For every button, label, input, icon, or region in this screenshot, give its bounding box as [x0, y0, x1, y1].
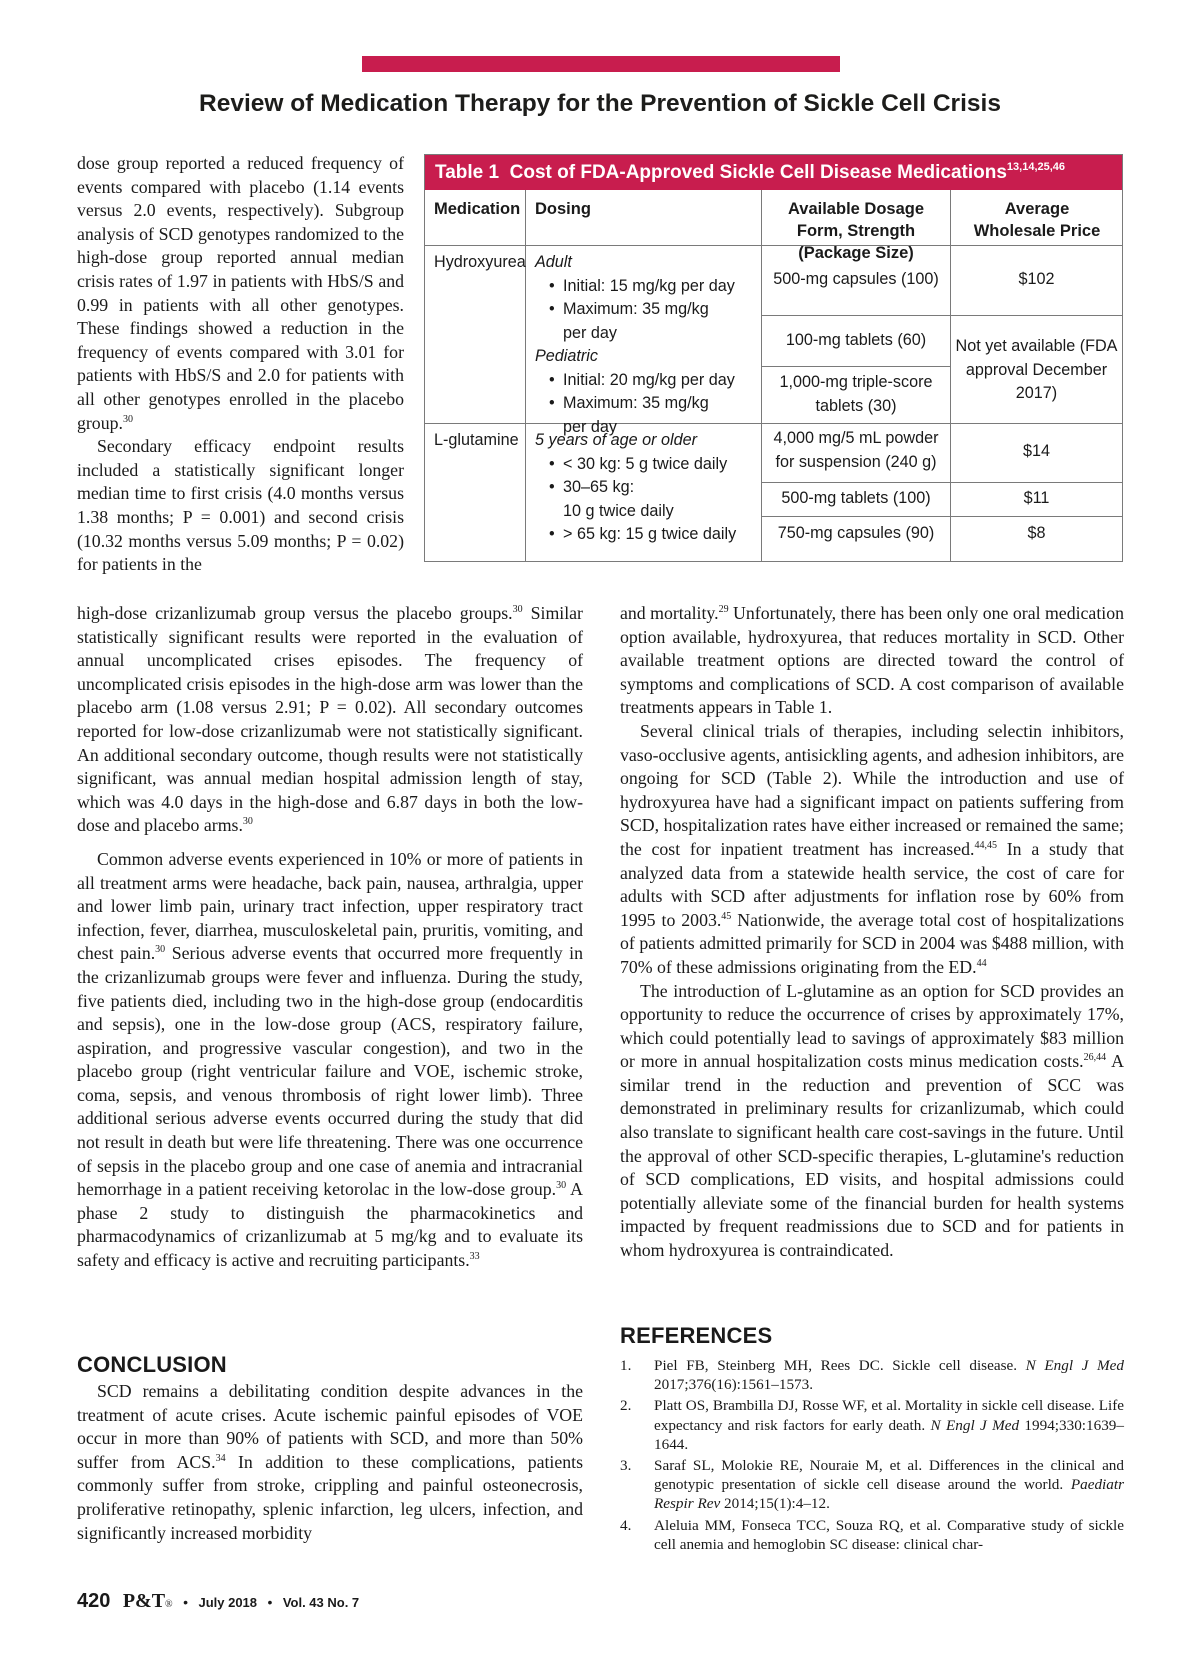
- paragraph: Common adverse events experienced in 10% or more of patients in all treatment arms were headache, back pain, nausea, arthralgia, upper and lower limb pain, urinary tract infection, upper respiratory tract infection, fever, diarrhea, musculoskeletal pain, pruritis, vomiting, and chest pain.$^{30}$ Serious adverse events that occurred more frequently in the crizanlizumab groups were fever and influenza. During the study, five patients died, including two in the high-dose group (endocarditis and sepsis), one in the low-dose group (ACS, respiratory failure, aspiration, and progressive vascular congestion), and two in the placebo group (right ventricular failure and VOE, ischemic stroke, coma, sepsis, and venous thrombosis of right lower limb). Three additional serious adverse events occurred during the study that did not result in death but were life threatening. There was one occurrence of sepsis in the placebo group and one case of anemia and intracranial hemorrhage in a patient receiving ketorolac in the low-dose group.$^{30}$ A phase 2 study to distinguish the pharmacokinetics and pharmacodynamics of crizanlizumab at 5 mg/kg and to evaluate its safety and efficacy is active and recruiting participants.$^{33}$: [77, 848, 583, 1271]
- form-cell: 100-mg tablets (60): [785, 331, 927, 349]
- paragraph: Secondary efficacy endpoint results included a statistically significant longer median time to first crisis (4.0 months versus 1.38 months; P = 0.001) and second crisis (10.32 months versus 5.09 months; P = 0.02) for patients in the: [77, 436, 404, 575]
- conclusion-heading: CONCLUSION: [77, 1352, 227, 1377]
- paragraph: and mortality.$^{29}$ Unfortunately, there has been only one oral medication option available, hydroxyurea, that reduces mortality in SCD. Other available treatment options are directed toward the control of symptoms and complications of SCD. A cost comparison of available treatments appears in Table 1.: [620, 603, 1124, 718]
- paragraph: SCD remains a debilitating condition despite advances in the treatment of acute crises. Acute ischemic painful episodes of VOE occur in more than 90% of patients with SCD, and more than 50% suffer from ACS.$^{34}$ In addition to these complications, patients commonly suffer from stroke, crippling and painful osteonecrosis, proliferative retinopathy, splenic infarction, leg ulcers, infection, and significantly increased morbidity: [77, 1381, 583, 1543]
- form-cell: 500-mg tablets (100): [781, 489, 931, 507]
- page-footer: 420 P&T® • July 2018 • Vol. 43 No. 7: [77, 1590, 360, 1612]
- reference-item: 4. Aleluia MM, Fonseca TCC, Souza RQ, et al. Comparative study of sickle cell anemia and hemoglobin SC disease: clinical char-: [620, 1516, 1124, 1553]
- reference-item: 2. Platt OS, Brambilla DJ, Rosse WF, et al. Mortality in sickle cell disease. Life expectancy and risk factors for early death. N Engl J Med 1994;330:1639–1644.: [620, 1397, 1124, 1453]
- conclusion-body: [77, 1380, 583, 1545]
- reference-item: 1. Piel FB, Steinberg MH, Rees DC. Sickle cell disease. N Engl J Med 2017;376(16):1561–1573.: [620, 1357, 1125, 1394]
- paragraph: dose group reported a reduced frequency of events compared with placebo (1.14 events versus 2.0 events, respectively). Subgroup analysis of SCD genotypes randomized to the high-dose group reported annual median crisis rates of 1.97 in patients with HbS/S and 0.99 in patients with all other genotypes. These findings showed a reduction in the frequency of events compared with 3.01 for patients with HbS/S and 2.0 for patients with all other genotypes enrolled in the placebo group.$^{30}$: [77, 153, 404, 433]
- price-cell: $11: [1023, 489, 1050, 507]
- dosing-hydroxyurea: Adult • Initial: 15 mg/kg per day • Maximum: 35 mg/kg per day Pediatric • Initial: 20 mg/kg per day • Maximum: 35 mg/kg per day: [535, 251, 757, 439]
- page-title: Review of Medication Therapy for the Prevention of Sickle Cell Crisis: [199, 90, 1001, 117]
- form-cell: 1,000-mg triple-score tablets (30): [779, 373, 933, 415]
- table-1: [424, 154, 1123, 562]
- left-column: [77, 602, 583, 1273]
- dosing-l-glutamine: 5 years of age or older • < 30 kg: 5 g twice daily • 30–65 kg: 10 g twice daily • > 65 kg: 15 g twice daily: [535, 429, 757, 547]
- paragraph: Several clinical trials of therapies, including selectin inhibitors, vaso-occlusive agents, antisickling agents, and adhesion inhibitors, are ongoing for SCD (Table 2). While the introduction and use of hydroxyurea have had a significant impact on patients suffering from SCD, hospitalization rates have either increased or remained the same; the cost for inpatient treatment has increased.$^{44,45}$ In a study that analyzed data from a statewide health service, the cost of care for adults with SCD after adjustments for inflation rose by 60% from 1995 to 2003.45 Nationwide, the average total cost of hospitalizations of patients admitted primarily for SCD in 2004 was $488 million, with 70% of these admissions originating from the ED.$^{44}$: [620, 720, 1124, 977]
- volume-issue: Vol. 43 No. 7: [282, 1595, 360, 1610]
- header-accent-bar: [362, 56, 840, 72]
- left-column-top: [77, 152, 404, 577]
- reference-item: 3. Saraf SL, Molokie RE, Nouraie M, et al. Differences in the clinical and genotypic presentation of sickle cell disease around the world. Paediatr Respir Rev 2014;15(1):4–12.: [620, 1457, 1124, 1513]
- medication-l-glutamine: L-glutamine: [434, 431, 519, 449]
- header-dosage-form: Available Dosage Form, Strength (Package Size): [787, 200, 925, 262]
- references-list: [620, 1356, 1124, 1556]
- header-price: Average Wholesale Price: [973, 200, 1101, 240]
- price-cell: $14: [1022, 442, 1050, 460]
- references-heading: REFERENCES: [620, 1323, 773, 1348]
- form-cell: 4,000 mg/5 mL powder for suspension (240 g): [773, 429, 939, 471]
- header-dosing: Dosing: [535, 200, 591, 218]
- right-column: [620, 602, 1124, 1263]
- price-cell: $8: [1027, 524, 1046, 542]
- header-medication: Medication: [434, 200, 521, 218]
- journal-name: P&T®: [122, 1590, 173, 1612]
- price-cell: Not yet available (FDA approval December 2017): [955, 337, 1118, 402]
- form-cell: 500-mg capsules (100): [773, 270, 939, 288]
- price-cell: $102: [1018, 270, 1055, 288]
- form-cell: 750-mg capsules (90): [777, 524, 935, 542]
- table-caption: Table 1 Cost of FDA-Approved Sickle Cell Disease Medications$^{13,14,25,46}$: [425, 155, 1122, 190]
- medication-hydroxyurea: Hydroxyurea: [434, 253, 526, 271]
- page-number: 420: [77, 1590, 111, 1612]
- paragraph: The introduction of L-glutamine as an option for SCD provides an opportunity to reduce the occurrence of crises by approximately 17%, which could potentially lead to savings of approximately $83 million or more in annual hospitalization costs minus medication costs.$^{26,44}$ A similar trend in the reduction and prevention of SCC was demonstrated in preliminary results for crizanlizumab, which could also translate to significant health care cost-savings in the future. Until the approval of other SCD-specific therapies, L-glutamine's reduction of SCD complications, ED visits, and hospital admissions could potentially alleviate some of the financial burden for health systems impacted by frequent readmissions due to SCD and for patients in whom hydroxyurea is contraindicated.: [620, 980, 1124, 1261]
- paragraph: high-dose crizanlizumab group versus the placebo groups.$^{30}$ Similar statistically significant results were reported in the evaluation of annual uncomplicated crises episodes. The frequency of uncomplicated crisis episodes in the high-dose arm was lower than the placebo arm (1.08 versus 2.91; P = 0.02). All secondary outcomes reported for low-dose crizanlizumab were not statistically significant. An additional secondary outcome, though results were not statistically significant, was annual median hospital admission length of stay, which was 4.0 days in the high-dose and 6.87 days in both the low-dose and placebo arms.$^{30}$: [77, 603, 583, 836]
- issue-date: July 2018: [198, 1595, 258, 1610]
